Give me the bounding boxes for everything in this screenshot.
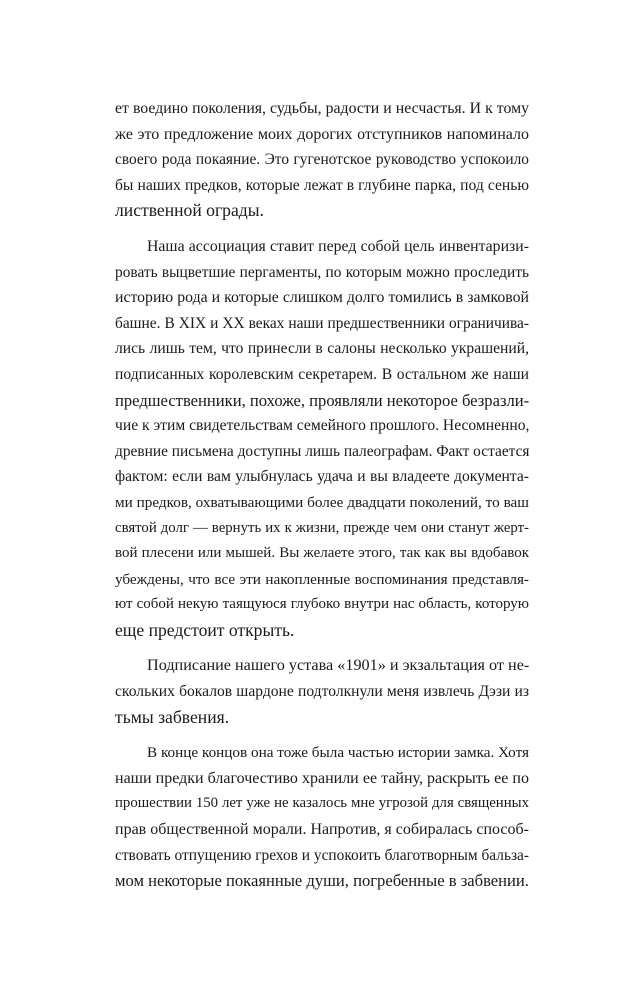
text-line: башне. В XIX и XX веках наши предшественники ограничива- [115,314,529,332]
paragraph-gap [115,730,529,740]
text-line: же это предложение моих дорогих отступников напоминало [115,125,529,143]
text-line: фактом: если вам улыбнулась удача и вы владеете документа- [115,468,529,486]
paragraph [115,653,529,730]
text-line: еще предстоит открыть. [115,619,295,640]
text-line: лиственной ограды. [115,200,264,221]
text-line: предшественники, похоже, проявляли некоторое безразли- [115,390,530,410]
text-line: скольких бокалов шардоне подтолкнули меня извлечь Дэзи из [115,683,529,701]
text-line: древние письмена доступны лишь палеографам. Факт остается [115,442,530,460]
text-line: ми предков, охватывающими более двадцати поколений, то ваш [115,493,529,511]
text-line: ет воедино поколения, судьбы, радости и несчастья. И к тому [115,100,529,117]
text-line: прошествии 150 лет уже не казалось мне угрозой для священных [115,795,529,812]
text-line: вой плесени или мышей. Вы желаете этого, так как вы вдобавок [115,545,529,562]
text-line: ют собой некую таящуюся глубоко внутри нас область, которую [115,596,529,613]
text-line: лись лишь тем, что принесли в салоны несколько украшений, [115,340,529,358]
text-line: Подписание нашего устава «1901» и экзальтация от не- [147,656,530,675]
text-line: тьмы забвения. [115,706,230,727]
text-line: бы наших предков, которые лежат в глубине парка, под сенью [115,176,529,194]
text-line: наши предки благочестиво хранили ее тайну, раскрыть ее по [115,769,529,787]
paragraph [115,96,529,224]
text-line: ствовать отпущению грехов и успокоить благотворным бальза- [115,846,529,864]
text-line: историю рода и которые слишком долго томились в замковой [115,289,529,307]
paragraph-gap [115,643,529,653]
text-line: В конце концов она тоже была частью истории замка. Хотя [147,744,529,762]
text-line: своего рода покаяние. Это гугенотское руководство успокоило [115,151,529,169]
text-line: прав общественной морали. Напротив, я собиралась способ- [115,821,529,839]
text-line: Наша ассоциация ставит перед собой цель инвентаризи- [147,237,529,255]
text-line: мом некоторые покаянные души, погребенные в забвении. [115,871,529,891]
paragraph [115,234,529,644]
paragraph [115,740,529,894]
text-line: чие к этим свидетельствам семейного прошлого. Несомненно, [115,417,530,435]
paragraph-gap [115,224,529,234]
text-line: святой долг — вернуть их к жизни, прежде чем они станут жерт- [115,519,529,536]
body-text [115,96,529,894]
text-line: ровать выцветшие пергаменты, по которым можно проследить [115,263,529,281]
text-line: убеждены, что все эти накопленные воспоминания представля- [115,570,529,588]
text-line: подписанных королевским секретарем. В остальном же наши [115,365,529,383]
